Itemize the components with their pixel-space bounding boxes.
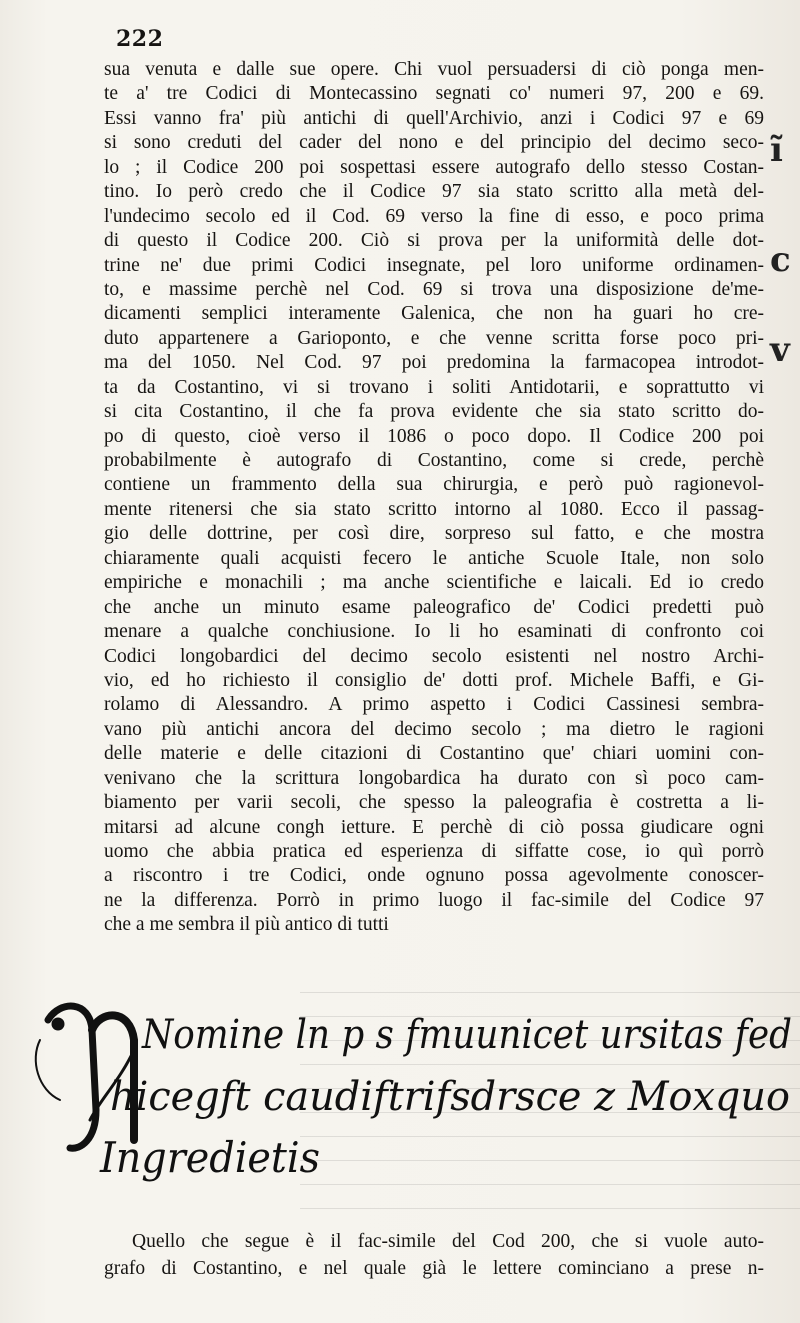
text-line: sua venuta e dalle sue opere. Chi vuol persuadersi di ciò ponga men- xyxy=(104,59,764,80)
manuscript-facsimile xyxy=(30,990,800,1190)
text-line: Quello che segue è il fac-simile del Cod 200, che si vuole auto- xyxy=(132,1231,764,1252)
text-line: dicamenti semplici interamente Galenica, che non ha guari ho cre- xyxy=(104,303,764,325)
margin-glyph: c xyxy=(770,240,791,280)
text-line: lo ; il Codice 200 poi sospettasi essere autografo dello stesso Costan- xyxy=(104,156,764,178)
margin-glyph: v xyxy=(770,330,790,370)
body-text xyxy=(104,58,764,938)
text-line: vano più antichi ancora del decimo secolo ; ma dietro le ragioni xyxy=(104,718,764,740)
text-line: mente ritenersi che sia stato scritto intorno al 1080. Ecco il passag- xyxy=(104,498,764,520)
text-line: trine ne' due primi Codici insegnate, pel loro uniforme ordinamen- xyxy=(104,254,764,276)
text-line: to, e massime perchè nel Cod. 69 si trova una disposizione de'me- xyxy=(104,278,764,300)
text-line: delle materie e delle citazioni di Costantino que' chiari uomini con- xyxy=(104,743,764,765)
facsimile-line: Nomine ln p s fmuunicet ursitas fed xyxy=(141,1012,792,1058)
text-line: probabilmente è autografo di Costantino, come si crede, perchè xyxy=(104,450,764,471)
text-line: po di questo, cioè verso il 1086 o poco dopo. Il Codice 200 poi xyxy=(104,425,764,447)
facsimile-line: Ingredietis xyxy=(99,1133,320,1182)
text-line: di questo il Codice 200. Ciò si prova per la uniformità delle dot- xyxy=(104,230,764,252)
text-line: ta da Costantino, vi si trovano i soliti Antidotarii, e soprattutto vi xyxy=(104,376,764,398)
page-number: 222 xyxy=(116,26,164,52)
text-line: che a me sembra il più antico di tutti xyxy=(104,914,389,936)
following-text xyxy=(104,1228,764,1282)
text-line: vio, ed ho richiesto il consiglio de' dotti prof. Michele Baffi, e Gi- xyxy=(104,669,764,691)
text-line: uomo che abbia pratica ed esperienza di siffatte cose, io quì porrò xyxy=(104,841,764,862)
text-line: te a' tre Codici di Montecassino segnati co' numeri 97, 200 e 69. xyxy=(104,83,764,105)
text-line: contiene un frammento della sua chirurgia, e però può ragionevol- xyxy=(104,474,764,496)
facsimile-line: hicegft caudiftrifsdrsce z Moxquo xyxy=(110,1074,790,1120)
text-line: si sono creduti del cader del nono e del principio del decimo seco- xyxy=(104,132,764,154)
text-line: rolamo di Alessandro. A primo aspetto i Codici Cassinesi sembra- xyxy=(104,694,764,716)
text-line: venivano che la scrittura longobardica ha durato con sì poco cam- xyxy=(104,767,764,789)
text-line: a riscontro i tre Codici, onde ognuno possa agevolmente conoscer- xyxy=(104,865,764,887)
text-line: Codici longobardici del decimo secolo esistenti nel nostro Archi- xyxy=(104,645,764,667)
text-line: mitarsi ad alcune congh ietture. E perchè di ciò possa giudicare ogni xyxy=(104,816,764,838)
text-line: chiaramente quali acquisti fecero le antiche Scuole Itale, non solo xyxy=(104,547,764,569)
text-line: tino. Io però credo che il Codice 97 sia stato scritto alla metà del- xyxy=(104,181,764,203)
margin-glyph: ĩ xyxy=(770,130,783,170)
text-line: empiriche e monachili ; ma anche scientifiche e laicali. Ed io credo xyxy=(104,572,764,594)
text-line: menare a qualche conchiusione. Io li ho esaminati di confronto coi xyxy=(104,621,764,643)
text-line: grafo di Costantino, e nel quale già le lettere cominciano a prese n- xyxy=(104,1258,764,1279)
text-line: ne la differenza. Porrò in primo luogo il fac-simile del Codice 97 xyxy=(104,889,764,911)
text-line: l'undecimo secolo ed il Cod. 69 verso la fine di esso, e poco prima xyxy=(104,205,764,227)
text-line: gio delle dottrine, per così dire, sorpreso sul fatto, e che mostra xyxy=(104,523,764,545)
text-line: duto appartenere a Garioponto, e che venne scritta forse poco pri- xyxy=(104,327,764,349)
text-line: ma del 1050. Nel Cod. 97 poi predomina la farmacopea introdot- xyxy=(104,352,764,374)
text-line: Essi vanno fra' più antichi di quell'Archivio, anzi i Codici 97 e 69 xyxy=(104,107,764,129)
text-line: che anche un minuto esame paleografico de' Codici predetti può xyxy=(104,596,764,618)
text-line: si cita Costantino, il che fa prova evidente che sia stato scritto do- xyxy=(104,401,764,423)
text-line: biamento per varii secoli, che spesso la paleografia è costretta a li- xyxy=(104,792,764,814)
